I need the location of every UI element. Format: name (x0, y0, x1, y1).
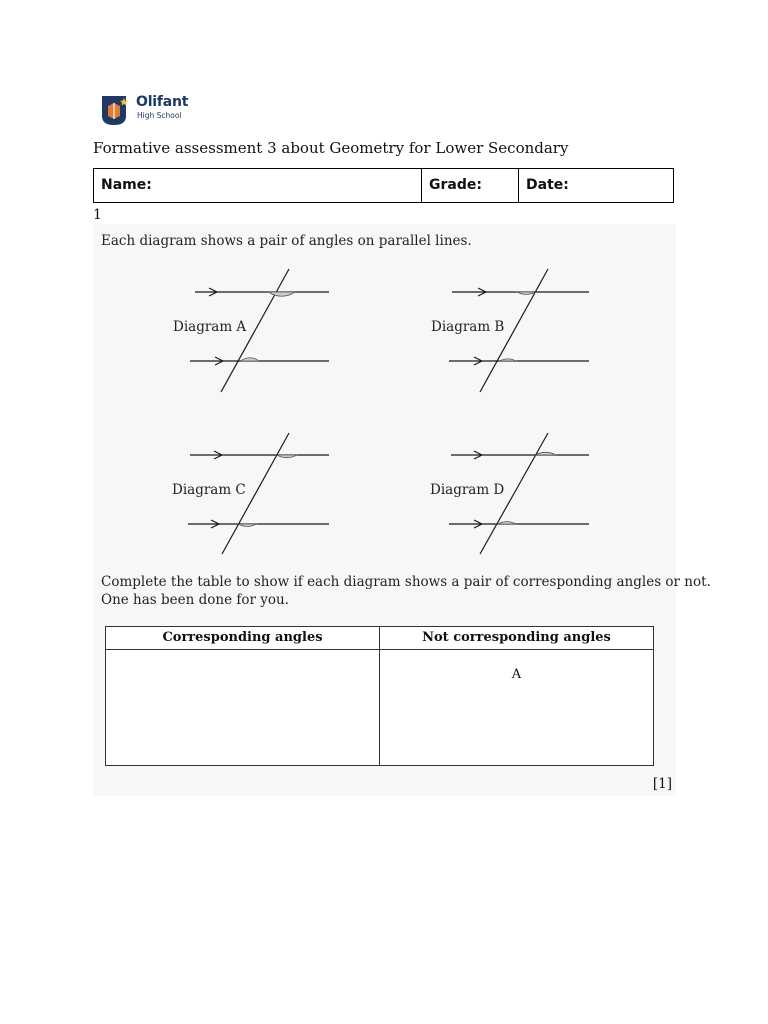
diagram-d-label: Diagram D (430, 482, 505, 498)
question-panel (93, 224, 711, 796)
student-info-table (93, 168, 674, 203)
name-field[interactable] (94, 169, 422, 202)
marks-indicator: [1] (652, 776, 672, 792)
school-logo (100, 94, 220, 128)
header-corresponding: Corresponding angles (106, 627, 380, 650)
instruction-line-1: Complete the table to show if each diagram shows a pair of corresponding angles or not. (101, 574, 711, 590)
olifant-logo-icon (100, 94, 132, 126)
header-not-corresponding: Not corresponding angles (380, 627, 653, 650)
logo-name: Olifant (136, 94, 189, 110)
question-intro: Each diagram shows a pair of angles on parallel lines. (101, 233, 472, 249)
date-field[interactable] (519, 169, 674, 202)
diagram-c-label: Diagram C (172, 482, 246, 498)
name-label: Name: (101, 177, 152, 193)
answer-table (105, 626, 654, 766)
corresponding-answer-cell[interactable] (106, 650, 380, 765)
grade-label: Grade: (429, 177, 482, 193)
diagram-a-label: Diagram A (173, 319, 247, 335)
date-label: Date: (526, 177, 569, 193)
grade-field[interactable] (422, 169, 519, 202)
parallel-lines-diagrams (93, 224, 676, 574)
diagram-b-label: Diagram B (431, 319, 505, 335)
instruction-line-2: One has been done for you. (101, 592, 289, 608)
question-number: 1 (93, 207, 102, 223)
not-corresponding-answer-cell[interactable]: A (511, 667, 522, 682)
logo-subtitle: High School (137, 111, 182, 120)
document-title: Formative assessment 3 about Geometry for Lower Secondary (93, 139, 569, 157)
